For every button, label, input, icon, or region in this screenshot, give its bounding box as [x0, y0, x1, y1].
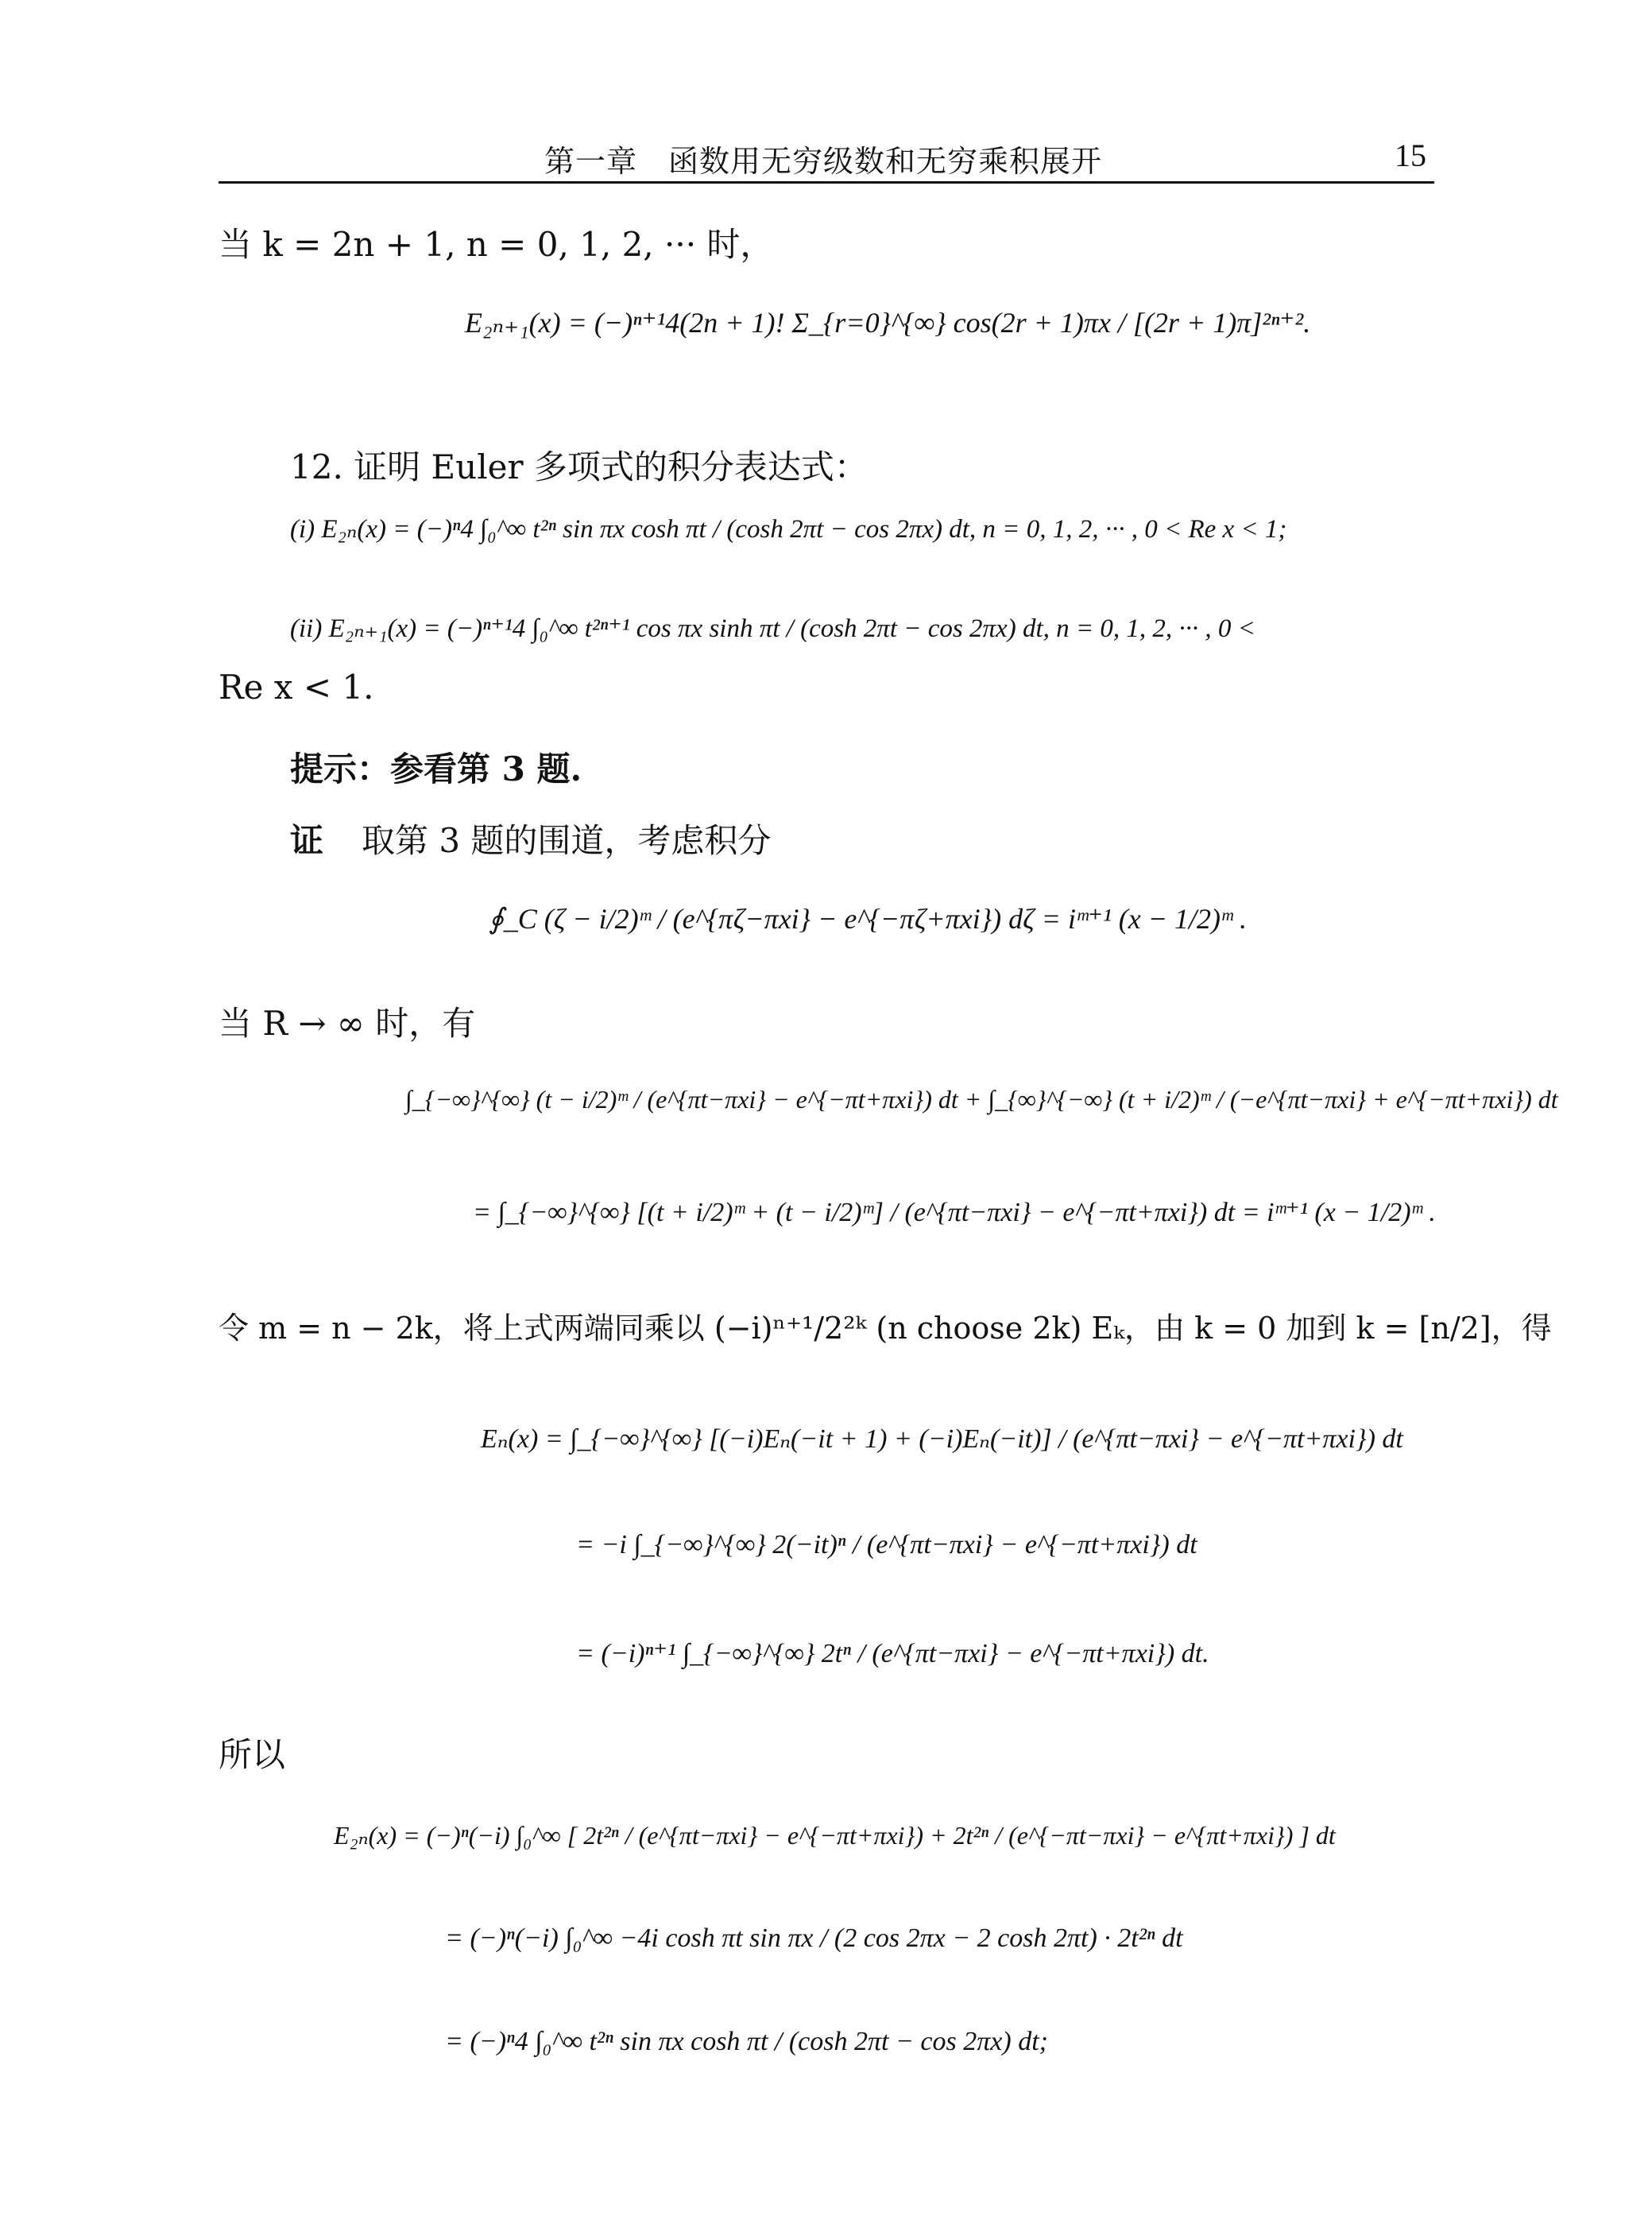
equation: E₂ₙ₊₁(x) = (−)ⁿ⁺¹4(2n + 1)! Σ_{r=0}^{∞} cos(2r + 1)πx / [(2r + 1)π]²ⁿ⁺². — [465, 307, 1311, 339]
text-line: 12. 证明 Euler 多项式的积分表达式： — [290, 447, 868, 486]
equation: = ∫_{−∞}^{∞} [(t + i/2)ᵐ + (t − i/2)ᵐ] / (e^{πt−πxi} − e^{−πt+πxi}) dt = iᵐ⁺¹ (x − 1/2)ᵐ . — [473, 1198, 1436, 1227]
chapter-title: 第一章 函数用无穷级数和无穷乘积展开 — [544, 144, 1103, 179]
equation: (i) E₂ₙ(x) = (−)ⁿ4 ∫₀^∞ t²ⁿ sin πx cosh πt / (cosh 2πt − cos 2πx) dt, n = 0, 1, 2, ··· , 0 < Re x < 1; — [290, 515, 1287, 544]
text-line: 取第 3 题的围道，考虑积分 — [362, 821, 772, 860]
equation: Eₙ(x) = ∫_{−∞}^{∞} [(−i)Eₙ(−it + 1) + (−i)Eₙ(−it)] / (e^{πt−πxi} − e^{−πt+πxi}) dt — [481, 1424, 1403, 1454]
equation: (ii) E₂ₙ₊₁(x) = (−)ⁿ⁺¹4 ∫₀^∞ t²ⁿ⁺¹ cos πx sinh πt / (cosh 2πt − cos 2πx) dt, n = 0, 1, 2, ··· , 0 < — [290, 614, 1255, 643]
text-line: 当 R → ∞ 时，有 — [219, 1004, 476, 1043]
equation: = −i ∫_{−∞}^{∞} 2(−it)ⁿ / (e^{πt−πxi} − e^{−πt+πxi}) dt — [576, 1530, 1197, 1559]
running-header — [219, 135, 1434, 184]
equation: ∮_C (ζ − i/2)ᵐ / (e^{πζ−πxi} − e^{−πζ+πxi}) dζ = iᵐ⁺¹ (x − 1/2)ᵐ . — [489, 903, 1248, 935]
page-number: 15 — [1395, 138, 1426, 173]
text-line: 当 k = 2n + 1, n = 0, 1, 2, ··· 时， — [219, 225, 774, 264]
text-line: 所以 — [219, 1735, 286, 1774]
equation: ∫_{−∞}^{∞} (t − i/2)ᵐ / (e^{πt−πxi} − e^{−πt+πxi}) dt + ∫_{∞}^{−∞} (t + i/2)ᵐ / (−e^{πt−πxi} + e^{−πt+πxi}) dt — [405, 1085, 1558, 1114]
equation: E₂ₙ(x) = (−)ⁿ(−i) ∫₀^∞ [ 2t²ⁿ / (e^{πt−πxi} − e^{−πt+πxi}) + 2t²ⁿ / (e^{−πt−πxi} − e^{πt+πxi}) ] dt — [334, 1821, 1336, 1850]
text-line: 令 m = n − 2k，将上式两端同乘以 (−i)ⁿ⁺¹/2²ᵏ (n choose 2k) Eₖ，由 k = 0 加到 k = [n/2]，得 — [219, 1311, 1552, 1346]
text-line: Re x < 1. — [219, 668, 374, 707]
equation: = (−i)ⁿ⁺¹ ∫_{−∞}^{∞} 2tⁿ / (e^{πt−πxi} − e^{−πt+πxi}) dt. — [576, 1639, 1209, 1668]
equation: = (−)ⁿ(−i) ∫₀^∞ −4i cosh πt sin πx / (2 cos 2πx − 2 cosh 2πt) · 2t²ⁿ dt — [445, 1924, 1183, 1953]
hint-line: 提示：参看第 3 题. — [290, 750, 582, 788]
proof-label: 证 — [290, 821, 324, 860]
equation: = (−)ⁿ4 ∫₀^∞ t²ⁿ sin πx cosh πt / (cosh 2πt − cos 2πx) dt; — [445, 2027, 1048, 2056]
